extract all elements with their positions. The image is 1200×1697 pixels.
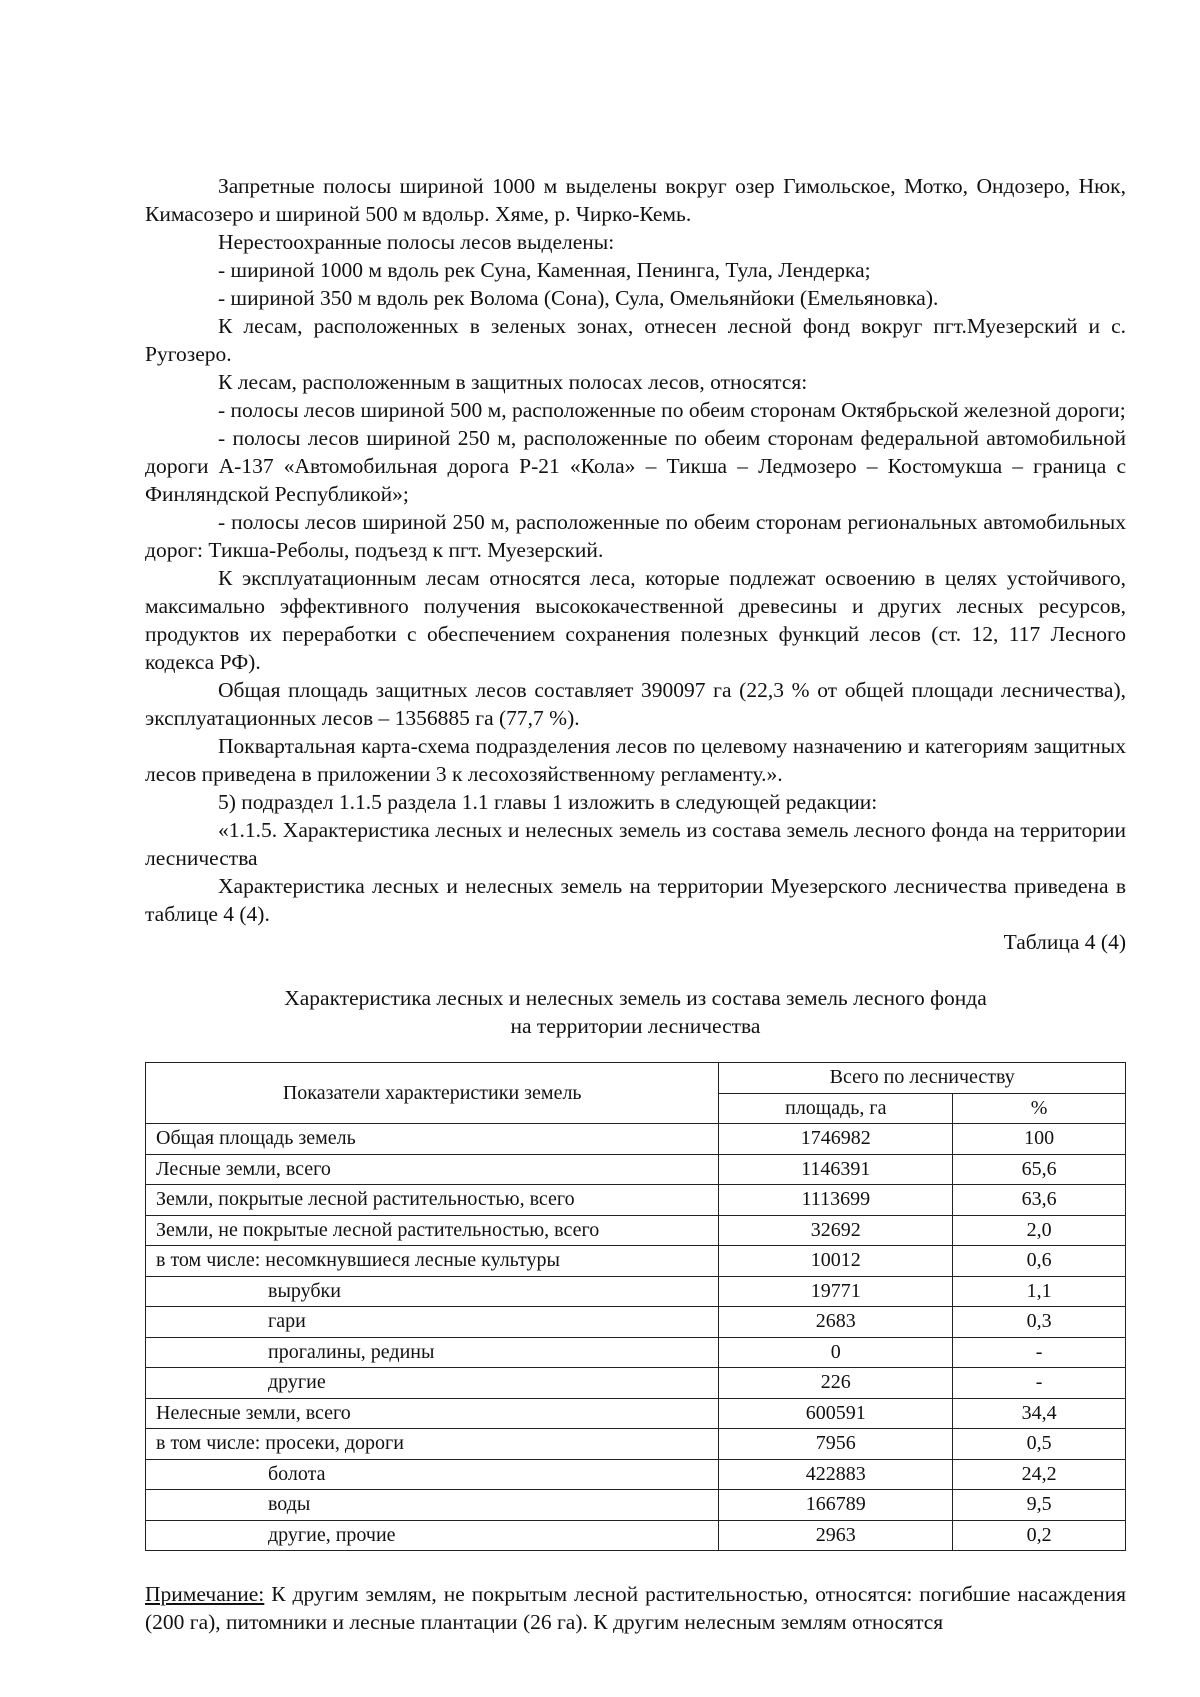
table-row — [146, 1490, 1126, 1521]
table-row — [146, 1246, 1126, 1277]
row-area: 1746982 — [719, 1124, 953, 1155]
list-item-1000m: - шириной 1000 м вдоль рек Суна, Каменная, Пенинга, Тула, Лендерка; — [218, 258, 871, 282]
row-percent: - — [953, 1368, 1126, 1399]
list-item-350m: - шириной 350 м вдоль рек Волома (Сона), Сула, Омельянйоки (Емельяновка). — [218, 286, 939, 310]
paragraph-table-reference: Характеристика лесных и нелесных земель на территории Муезерского лесничества приведена в таблице 4 (4). — [145, 874, 1126, 926]
paragraph-forbidden-strips: Запретные полосы шириной 1000 м выделены вокруг озер Гимольское, Мотко, Ондозеро, Нюк, Кимасозеро и шириной 500 м вдольр. Хяме, р. Чирко-Кемь. — [145, 174, 1126, 226]
header-percent: % — [953, 1093, 1126, 1124]
list-item-federal-road: - полосы лесов шириной 250 м, расположенные по обеим сторонам федеральной автомобильной дороги А-137 «Автомобильная дорога Р-21 «Кола» – Тикша – Ледмозеро – Костомукша – граница с Финляндской Республикой»; — [145, 426, 1126, 506]
row-area: 7956 — [719, 1429, 953, 1460]
row-percent: 63,6 — [953, 1185, 1126, 1216]
list-item-regional-roads: - полосы лесов шириной 250 м, расположенные по обеим сторонам региональных автомобильных дорог: Тикша-Реболы, подъезд к пгт. Муезерский. — [145, 510, 1126, 562]
row-label: другие, прочие — [146, 1520, 719, 1551]
row-area: 32692 — [719, 1215, 953, 1246]
row-area: 226 — [719, 1368, 953, 1399]
row-label: Лесные земли, всего — [146, 1154, 719, 1185]
paragraph-green-zones: К лесам, расположенных в зеленых зонах, отнесен лесной фонд вокруг пгт.Муезерский и с. Ругозеро. — [145, 314, 1126, 366]
row-percent: 0,5 — [953, 1429, 1126, 1460]
paragraph-exploitation-forests: К эксплуатационным лесам относятся леса, которые подлежат освоению в целях устойчивого, максимально эффективного получения высококачественной древесины и других лесных ресурсов, продуктов их переработки с обеспечением сохранения полезных функций лесов (ст. 12, 117 Лесного кодекса РФ). — [145, 566, 1126, 674]
row-percent: 0,3 — [953, 1307, 1126, 1338]
table-row — [146, 1185, 1126, 1216]
section-heading-1-1-5: «1.1.5. Характеристика лесных и нелесных земель из состава земель лесного фонда на территории лесничества — [145, 818, 1126, 870]
table-note — [145, 1580, 1126, 1636]
paragraph-spawning-strips: Нерестоохранные полосы лесов выделены: — [218, 230, 615, 254]
row-area: 19771 — [719, 1276, 953, 1307]
row-percent: 2,0 — [953, 1215, 1126, 1246]
row-label: вырубки — [146, 1276, 719, 1307]
row-label: болота — [146, 1459, 719, 1490]
table-row — [146, 1337, 1126, 1368]
header-indicator: Показатели характеристики земель — [146, 1063, 719, 1124]
note-label: Примечание: — [145, 1582, 265, 1606]
table-caption-line1: Характеристика лесных и нелесных земель из состава земель лесного фонда — [284, 986, 987, 1010]
header-total-forestry: Всего по лесничеству — [719, 1063, 1126, 1094]
row-area: 10012 — [719, 1246, 953, 1277]
paragraph-total-area: Общая площадь защитных лесов составляет 390097 га (22,3 % от общей площади лесничества), эксплуатационных лесов – 1356885 га (77,7 %). — [145, 678, 1126, 730]
row-area: 422883 — [719, 1459, 953, 1490]
table-row — [146, 1154, 1126, 1185]
row-label: гари — [146, 1307, 719, 1338]
row-label: Земли, покрытые лесной растительностью, всего — [146, 1185, 719, 1216]
row-label: Общая площадь земель — [146, 1124, 719, 1155]
table-row — [146, 1368, 1126, 1399]
list-item-railway: - полосы лесов шириной 500 м, расположенные по обеим сторонам Октябрьской железной дороги; — [218, 398, 1126, 422]
row-percent: 100 — [953, 1124, 1126, 1155]
row-percent: 0,6 — [953, 1246, 1126, 1277]
table-row — [146, 1398, 1126, 1429]
document-page — [145, 172, 1126, 1636]
row-label: другие — [146, 1368, 719, 1399]
row-label: в том числе: просеки, дороги — [146, 1429, 719, 1460]
row-label: в том числе: несомкнувшиеся лесные культуры — [146, 1246, 719, 1277]
row-area: 1113699 — [719, 1185, 953, 1216]
row-area: 2963 — [719, 1520, 953, 1551]
row-area: 0 — [719, 1337, 953, 1368]
row-area: 1146391 — [719, 1154, 953, 1185]
table-row — [146, 1124, 1126, 1155]
table-row — [146, 1520, 1126, 1551]
row-percent: 9,5 — [953, 1490, 1126, 1521]
table-row — [146, 1307, 1126, 1338]
row-percent: 0,2 — [953, 1520, 1126, 1551]
row-label: воды — [146, 1490, 719, 1521]
paragraph-protective-strips: К лесам, расположенным в защитных полосах лесов, относятся: — [218, 370, 808, 394]
land-characteristics-table — [145, 1062, 1126, 1551]
row-label: Нелесные земли, всего — [146, 1398, 719, 1429]
row-percent: 34,4 — [953, 1398, 1126, 1429]
table-row — [146, 1276, 1126, 1307]
table-caption — [145, 984, 1126, 1040]
row-area: 2683 — [719, 1307, 953, 1338]
row-percent: - — [953, 1337, 1126, 1368]
paragraph-subsection-edit: 5) подраздел 1.1.5 раздела 1.1 главы 1 изложить в следующей редакции: — [218, 790, 878, 814]
row-percent: 1,1 — [953, 1276, 1126, 1307]
table-row — [146, 1459, 1126, 1490]
row-percent: 24,2 — [953, 1459, 1126, 1490]
row-label: прогалины, редины — [146, 1337, 719, 1368]
table-caption-line2: на территории лесничества — [510, 1014, 761, 1038]
table-row — [146, 1429, 1126, 1460]
paragraph-map-scheme: Поквартальная карта-схема подразделения лесов по целевому назначению и категориям защитных лесов приведена в приложении 3 к лесохозяйственному регламенту.». — [145, 734, 1126, 786]
row-label: Земли, не покрытые лесной растительностью, всего — [146, 1215, 719, 1246]
row-area: 600591 — [719, 1398, 953, 1429]
row-percent: 65,6 — [953, 1154, 1126, 1185]
table-row — [146, 1215, 1126, 1246]
row-area: 166789 — [719, 1490, 953, 1521]
table-label: Таблица 4 (4) — [1003, 930, 1126, 954]
header-area: площадь, га — [719, 1093, 953, 1124]
note-text: К другим землям, не покрытым лесной растительностью, относятся: погибшие насаждения (200 га), питомники и лесные плантации (26 га). К другим нелесным землям относятся — [145, 1582, 1126, 1634]
